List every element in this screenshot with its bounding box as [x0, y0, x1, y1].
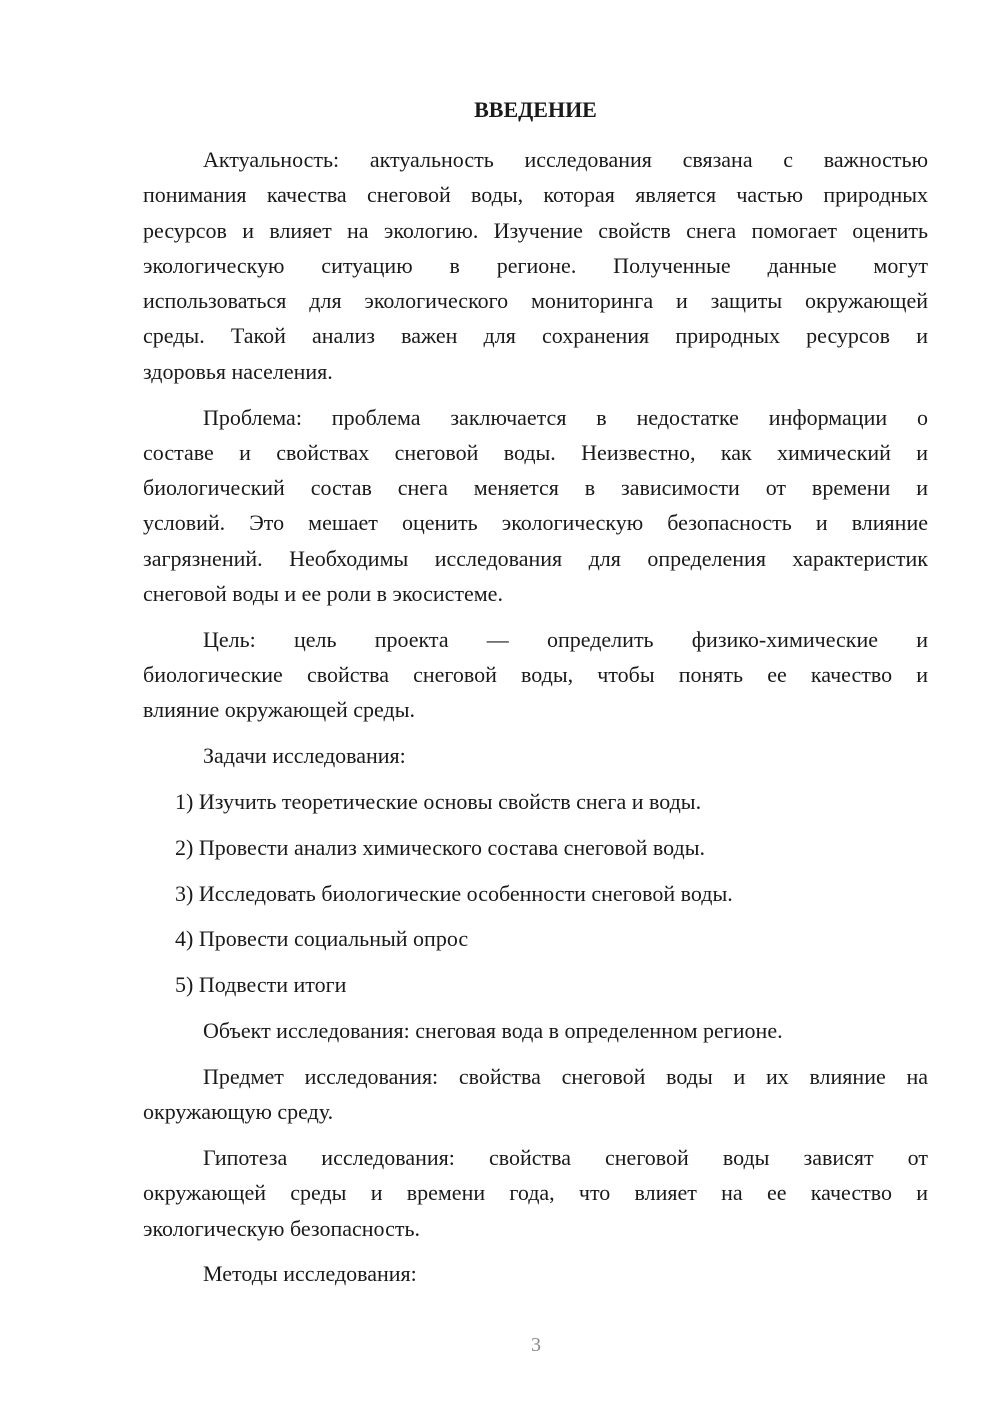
text-line: снеговой воды и ее роли в экосистеме. — [143, 581, 503, 607]
text-line: Объект исследования: снеговая вода в определенном регионе. — [203, 1018, 783, 1044]
text-line: Цель: цель проекта — определить физико-химические и — [203, 626, 928, 652]
text-line: использоваться для экологического мониторинга и защиты окружающей — [143, 288, 928, 314]
document-page — [143, 92, 928, 1302]
text-line: влияние окружающей среды. — [143, 697, 415, 723]
text-line: экологическую ситуацию в регионе. Полученные данные могут — [143, 252, 928, 278]
text-line: Гипотеза исследования: свойства снеговой воды зависят от — [203, 1144, 928, 1170]
page-number: 3 — [531, 1334, 541, 1356]
text-line: 3) Исследовать биологические особенности снеговой воды. — [175, 880, 733, 906]
paragraph — [143, 1140, 928, 1246]
text-line: Задачи исследования: — [203, 743, 406, 769]
paragraph — [143, 1013, 928, 1048]
text-line: загрязнений. Необходимы исследования для определения характеристик — [143, 545, 928, 571]
paragraph — [143, 1059, 928, 1130]
text-line: экологическую безопасность. — [143, 1215, 420, 1241]
paragraph — [143, 400, 928, 612]
text-line: биологический состав снега меняется в зависимости от времени и — [143, 475, 928, 501]
section-title: ВВЕДЕНИЕ — [474, 97, 597, 122]
text-line: окружающую среду. — [143, 1099, 334, 1125]
list-item — [143, 967, 928, 1002]
text-line: здоровья населения. — [143, 358, 333, 384]
text-line: окружающей среды и времени года, что влияет на ее качество и — [143, 1180, 928, 1206]
text-line: понимания качества снеговой воды, которая является частью природных — [143, 182, 928, 208]
text-line: 5) Подвести итоги — [175, 972, 347, 998]
text-line: Методы исследования: — [203, 1261, 417, 1287]
text-line: 1) Изучить теоретические основы свойств снега и воды. — [175, 789, 702, 815]
list-item — [143, 784, 928, 819]
text-line: Предмет исследования: свойства снеговой воды и их влияние на — [203, 1063, 928, 1089]
paragraph — [143, 738, 928, 773]
text-line: среды. Такой анализ важен для сохранения природных ресурсов и — [143, 323, 928, 349]
paragraph — [143, 142, 928, 389]
text-line: 4) Провести социальный опрос — [175, 926, 469, 952]
list-item — [143, 830, 928, 865]
text-line: ресурсов и влияет на экологию. Изучение свойств снега помогает оценить — [143, 217, 928, 243]
paragraph — [143, 622, 928, 728]
paragraph — [143, 1256, 928, 1291]
list-item — [143, 921, 928, 956]
text-line: 2) Провести анализ химического состава снеговой воды. — [175, 834, 705, 860]
document-body — [143, 142, 928, 1292]
text-line: составе и свойствах снеговой воды. Неизвестно, как химический и — [143, 439, 928, 465]
text-line: Актуальность: актуальность исследования связана с важностью — [203, 147, 928, 172]
text-line: биологические свойства снеговой воды, чтобы понять ее качество и — [143, 662, 928, 688]
text-line: Проблема: проблема заключается в недостатке информации о — [203, 404, 928, 430]
list-item — [143, 876, 928, 911]
text-line: условий. Это мешает оценить экологическую безопасность и влияние — [143, 510, 928, 536]
